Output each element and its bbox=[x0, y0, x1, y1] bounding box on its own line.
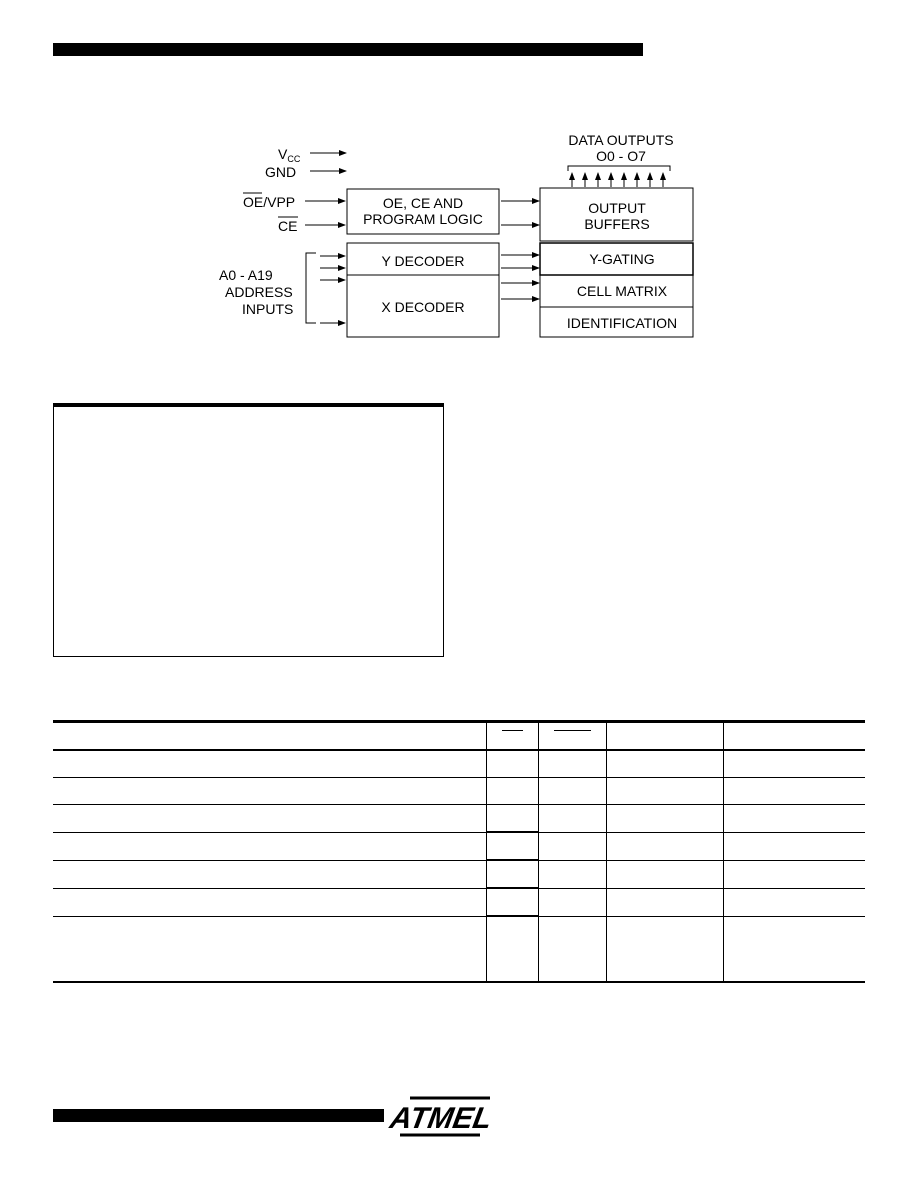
table-header-cell bbox=[723, 722, 865, 751]
empty-panel bbox=[53, 403, 444, 657]
atmel-logo bbox=[387, 1090, 495, 1140]
data-outputs-bracket bbox=[568, 166, 670, 171]
table-header-row bbox=[53, 722, 865, 751]
address-label-2: ADDRESS bbox=[225, 284, 293, 300]
y-decoder-label: Y DECODER bbox=[381, 253, 465, 269]
address-bracket bbox=[306, 253, 316, 323]
table-row bbox=[53, 832, 865, 860]
table-row bbox=[53, 860, 865, 888]
table-row bbox=[53, 916, 865, 982]
table-header-cell bbox=[538, 722, 606, 751]
table-header-cell bbox=[606, 722, 723, 751]
address-label-1: A0 - A19 bbox=[219, 267, 273, 283]
ce-label: CE bbox=[278, 218, 298, 234]
svg-text:ATMEL: ATMEL bbox=[387, 1102, 495, 1135]
x-decoder-label: X DECODER bbox=[381, 299, 465, 315]
identification-label: IDENTIFICATION bbox=[566, 315, 678, 331]
block-diagram bbox=[0, 0, 918, 400]
data-outputs-label-1: DATA OUTPUTS bbox=[568, 132, 674, 148]
output-buffers-label-1: OUTPUT bbox=[588, 200, 646, 216]
table-row bbox=[53, 778, 865, 805]
table-header-cell bbox=[53, 722, 486, 751]
table-row bbox=[53, 888, 865, 916]
address-label-3: INPUTS bbox=[242, 301, 294, 317]
gnd-label: GND bbox=[265, 164, 297, 180]
footer-rule bbox=[53, 1109, 384, 1122]
data-output-arrows bbox=[572, 173, 663, 187]
operating-modes-table bbox=[53, 720, 865, 983]
program-logic-label-1: OE, CE AND bbox=[382, 195, 464, 211]
oe-vpp-label: OE/VPP bbox=[243, 194, 296, 210]
table-row bbox=[53, 750, 865, 778]
table-header-cell bbox=[486, 722, 538, 751]
cell-matrix-label: CELL MATRIX bbox=[576, 283, 668, 299]
vcc-label: $V_{CC}$ bbox=[278, 146, 301, 164]
data-outputs-label-2: O0 - O7 bbox=[596, 148, 646, 164]
program-logic-label-2: PROGRAM LOGIC bbox=[363, 211, 483, 227]
table-row bbox=[53, 805, 865, 833]
output-buffers-label-2: BUFFERS bbox=[584, 216, 650, 232]
y-gating-label: Y-GATING bbox=[589, 251, 655, 267]
